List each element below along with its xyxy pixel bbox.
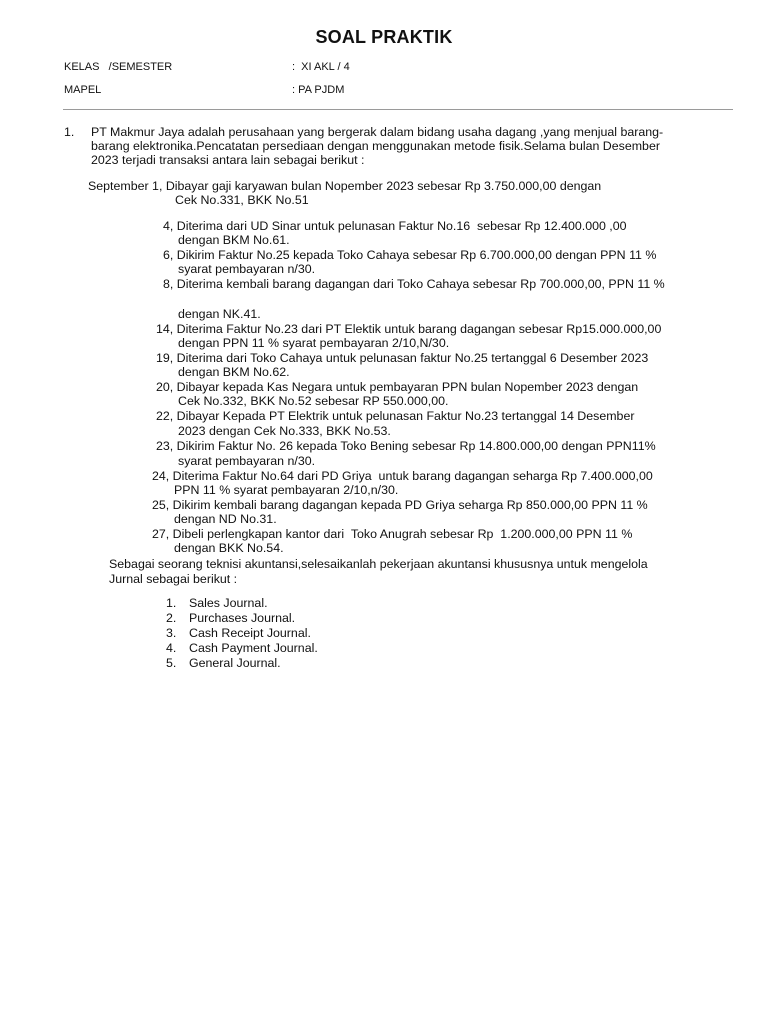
journal-number: 4. bbox=[166, 641, 177, 655]
kelas-value: : XI AKL / 4 bbox=[292, 61, 350, 73]
journal-number: 2. bbox=[166, 611, 177, 625]
transaction-line: 6, Dikirim Faktur No.25 kepada Toko Cahaya sebesar Rp 6.700.000,00 dengan PPN 11 % bbox=[163, 248, 657, 262]
instruction-line: Sebagai seorang teknisi akuntansi,selesaikanlah pekerjaan akuntansi khususnya untuk mengelola bbox=[109, 557, 648, 571]
journal-number: 1. bbox=[166, 596, 177, 610]
journal-item: Purchases Journal. bbox=[189, 611, 296, 625]
intro-line: 2023 terjadi transaksi antara lain sebagai berikut : bbox=[91, 153, 365, 167]
intro-line: PT Makmur Jaya adalah perusahaan yang bergerak dalam bidang usaha dagang ,yang menjual barang- bbox=[91, 125, 664, 139]
instruction-line: Jurnal sebagai berikut : bbox=[109, 572, 238, 586]
transaction-line: Cek No.331, BKK No.51 bbox=[175, 193, 309, 207]
header-divider bbox=[63, 109, 733, 110]
transaction-line: 19, Diterima dari Toko Cahaya untuk pelunasan faktur No.25 tertanggal 6 Desember 2023 bbox=[156, 351, 649, 365]
transaction-line: 27, Dibeli perlengkapan kantor dari Toko Anugrah sebesar Rp 1.200.000,00 PPN 11 % bbox=[152, 527, 633, 541]
transaction-line: dengan PPN 11 % syarat pembayaran 2/10,N/30. bbox=[178, 336, 450, 350]
journal-item: Cash Receipt Journal. bbox=[189, 626, 311, 640]
journal-number: 3. bbox=[166, 626, 177, 640]
journal-item: General Journal. bbox=[189, 656, 281, 670]
journal-item: Sales Journal. bbox=[189, 596, 268, 610]
transaction-line: 8, Diterima kembali barang dagangan dari Toko Cahaya sebesar Rp 700.000,00, PPN 11 % bbox=[163, 277, 665, 291]
mapel-value: : PA PJDM bbox=[292, 84, 345, 96]
transaction-line: 2023 dengan Cek No.333, BKK No.53. bbox=[178, 424, 391, 438]
transaction-line: 24, Diterima Faktur No.64 dari PD Griya untuk barang dagangan seharga Rp 7.400.000,00 bbox=[152, 469, 653, 483]
transaction-line: dengan ND No.31. bbox=[174, 512, 277, 526]
page-title: SOAL PRAKTIK bbox=[315, 27, 453, 47]
transaction-line: 25, Dikirim kembali barang dagangan kepada PD Griya seharga Rp 850.000,00 PPN 11 % bbox=[152, 498, 648, 512]
transaction-line: dengan NK.41. bbox=[178, 307, 261, 321]
transaction-line: 4, Diterima dari UD Sinar untuk pelunasan Faktur No.16 sebesar Rp 12.400.000 ,00 bbox=[163, 219, 627, 233]
mapel-label: MAPEL bbox=[64, 84, 102, 96]
intro-line: barang elektronika.Pencatatan persediaan dengan menggunakan metode fisik.Selama bulan Desember bbox=[91, 139, 660, 153]
transaction-line: 22, Dibayar Kepada PT Elektrik untuk pelunasan Faktur No.23 tertanggal 14 Desember bbox=[156, 409, 635, 423]
kelas-label: KELAS /SEMESTER bbox=[64, 61, 173, 73]
transaction-line: September 1, Dibayar gaji karyawan bulan Nopember 2023 sebesar Rp 3.750.000,00 dengan bbox=[88, 179, 602, 193]
transaction-line: 14, Diterima Faktur No.23 dari PT Elektik untuk barang dagangan sebesar Rp15.000.000,00 bbox=[156, 322, 662, 336]
transaction-line: 23, Dikirim Faktur No. 26 kepada Toko Bening sebesar Rp 14.800.000,00 dengan PPN11% bbox=[156, 439, 656, 453]
transaction-line: dengan BKM No.61. bbox=[178, 233, 290, 247]
transaction-line: syarat pembayaran n/30. bbox=[178, 262, 316, 276]
journal-number: 5. bbox=[166, 656, 177, 670]
transaction-line: syarat pembayaran n/30. bbox=[178, 454, 316, 468]
transaction-line: dengan BKK No.54. bbox=[174, 541, 284, 555]
journal-item: Cash Payment Journal. bbox=[189, 641, 318, 655]
transaction-line: PPN 11 % syarat pembayaran 2/10,n/30. bbox=[174, 483, 399, 497]
transaction-line: Cek No.332, BKK No.52 sebesar RP 550.000,00. bbox=[178, 394, 449, 408]
transaction-line: dengan BKM No.62. bbox=[178, 365, 290, 379]
question-number: 1. bbox=[64, 125, 75, 139]
transaction-line: 20, Dibayar kepada Kas Negara untuk pembayaran PPN bulan Nopember 2023 dengan bbox=[156, 380, 639, 394]
